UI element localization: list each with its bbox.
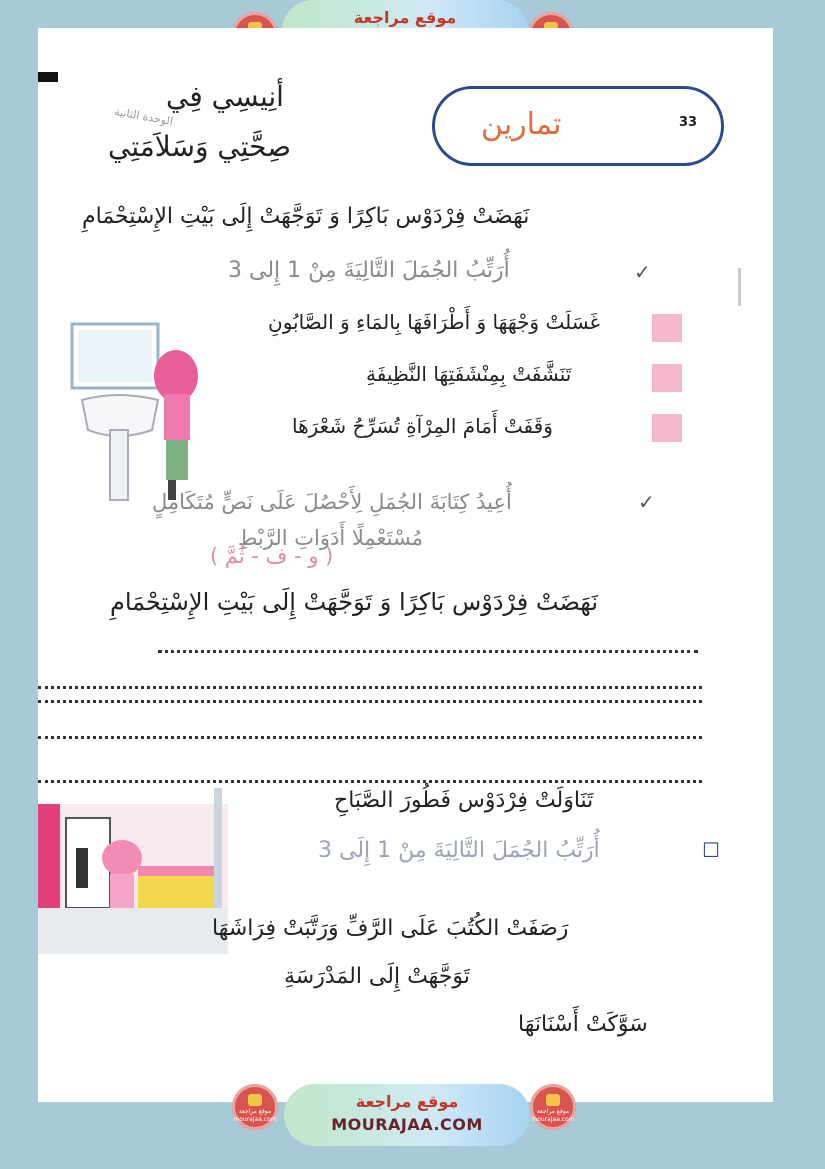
exercise3-option-3: سَوَّكَتْ أَسْنَانَهَا [518, 1012, 648, 1037]
order-box-2[interactable] [652, 364, 682, 392]
section-title: تمارين [481, 107, 562, 142]
check-icon: ✓ [634, 260, 651, 284]
logo-text-en: mourajaa.com [531, 1116, 575, 1123]
exercise2-instruction-line2: مُسْتَعْمِلًا أَدَوَاتِ الرَّبْطِ [238, 526, 424, 550]
logo-text-ar: موقع مراجعة [536, 1108, 570, 1115]
margin-mark [738, 268, 741, 306]
answer-line-3[interactable] [38, 700, 702, 703]
unit-label: الوحدة الثانية [113, 104, 174, 129]
answer-line-2[interactable] [38, 686, 702, 689]
corner-mark [38, 72, 58, 82]
answer-line-4[interactable] [38, 736, 702, 739]
site-banner-bottom[interactable] [284, 1084, 530, 1146]
bathroom-illustration [68, 320, 208, 512]
answer-line-1[interactable] [158, 650, 698, 653]
banner-site-name: MOURAJAA.COM [331, 1115, 483, 1134]
exercise1-instruction: أُرَتِّبُ الجُمَلَ التَّالِيَةَ مِنْ 1 إِلى 3 [228, 258, 510, 283]
exercise1-option-2: تَنَشَّفَتْ بِمِنْشَفَتِهَا النَّظِيفَةِ [366, 362, 572, 386]
unit-title-line2: صِحَّتِي وَسَلاَمَتِي [108, 130, 292, 163]
banner-arabic-text: موقع مراجعة [355, 1092, 459, 1111]
logo-text-en: mourajaa.com [233, 1116, 277, 1123]
order-box-1[interactable] [652, 314, 682, 342]
check-icon: ✓ [638, 490, 655, 514]
logo-text-ar: موقع مراجعة [238, 1108, 272, 1115]
banner-arabic-text: موقع مراجعة [353, 8, 457, 27]
exercise2-start-sentence: نَهَضَتْ فِرْدَوْس بَاكِرًا وَ تَوَجَّهَتْ إِلَى بَيْتِ الإِسْتِحْمَامِ [110, 588, 598, 616]
exercise2-instruction-line1: أُعِيدُ كِتَابَةَ الجُمَلِ لِأَحْصُلَ عَلَى نَصٍّ مُتَكَامِلٍ [152, 490, 512, 514]
exercise3-instruction: أُرَتِّبُ الجُمَلَ التَّالِيَةَ مِنْ 1 إِلَى 3 [318, 838, 600, 863]
worksheet-page [38, 28, 773, 1102]
exercise1-option-3: وَقَفَتْ أَمَامَ المِرْآةِ تُسَرِّحُ شَعْرَهَا [292, 414, 553, 438]
site-logo-icon [232, 1084, 278, 1130]
exercise3-option-2: تَوَجَّهَتْ إِلَى المَدْرَسَةِ [284, 964, 470, 989]
linking-words: ( و - ف - ثُمَّ ) [210, 544, 334, 568]
section-tab [432, 86, 724, 166]
unit-title-line1: أنِيسِي فِي [166, 80, 284, 113]
order-box-3[interactable] [652, 414, 682, 442]
site-logo-icon [530, 1084, 576, 1130]
exercise3-option-1: رَصَفَتْ الكُتُبَ عَلَى الرَّفِّ وَرَتَّبَتْ فِرَاشَهَا [212, 916, 569, 941]
bedroom-illustration [38, 788, 228, 954]
checkbox-icon: ☐ [702, 838, 720, 862]
exercise3-intro: تَنَاوَلَتْ فِرْدَوْس فَطُورَ الصَّبَاحِ [334, 788, 594, 813]
page-number: 33 [679, 115, 698, 130]
exercise1-intro: نَهَضَتْ فِرْدَوْس بَاكِرًا وَ تَوَجَّهَتْ إِلَى بَيْتِ الإِسْتِحْمَامِ [82, 204, 530, 229]
answer-line-5[interactable] [38, 780, 702, 783]
exercise1-option-1: غَسَلَتْ وَجْهَهَا وَ أَطْرَافَهَا بِالمَاءِ وَ الصَّابُونِ [268, 310, 601, 334]
